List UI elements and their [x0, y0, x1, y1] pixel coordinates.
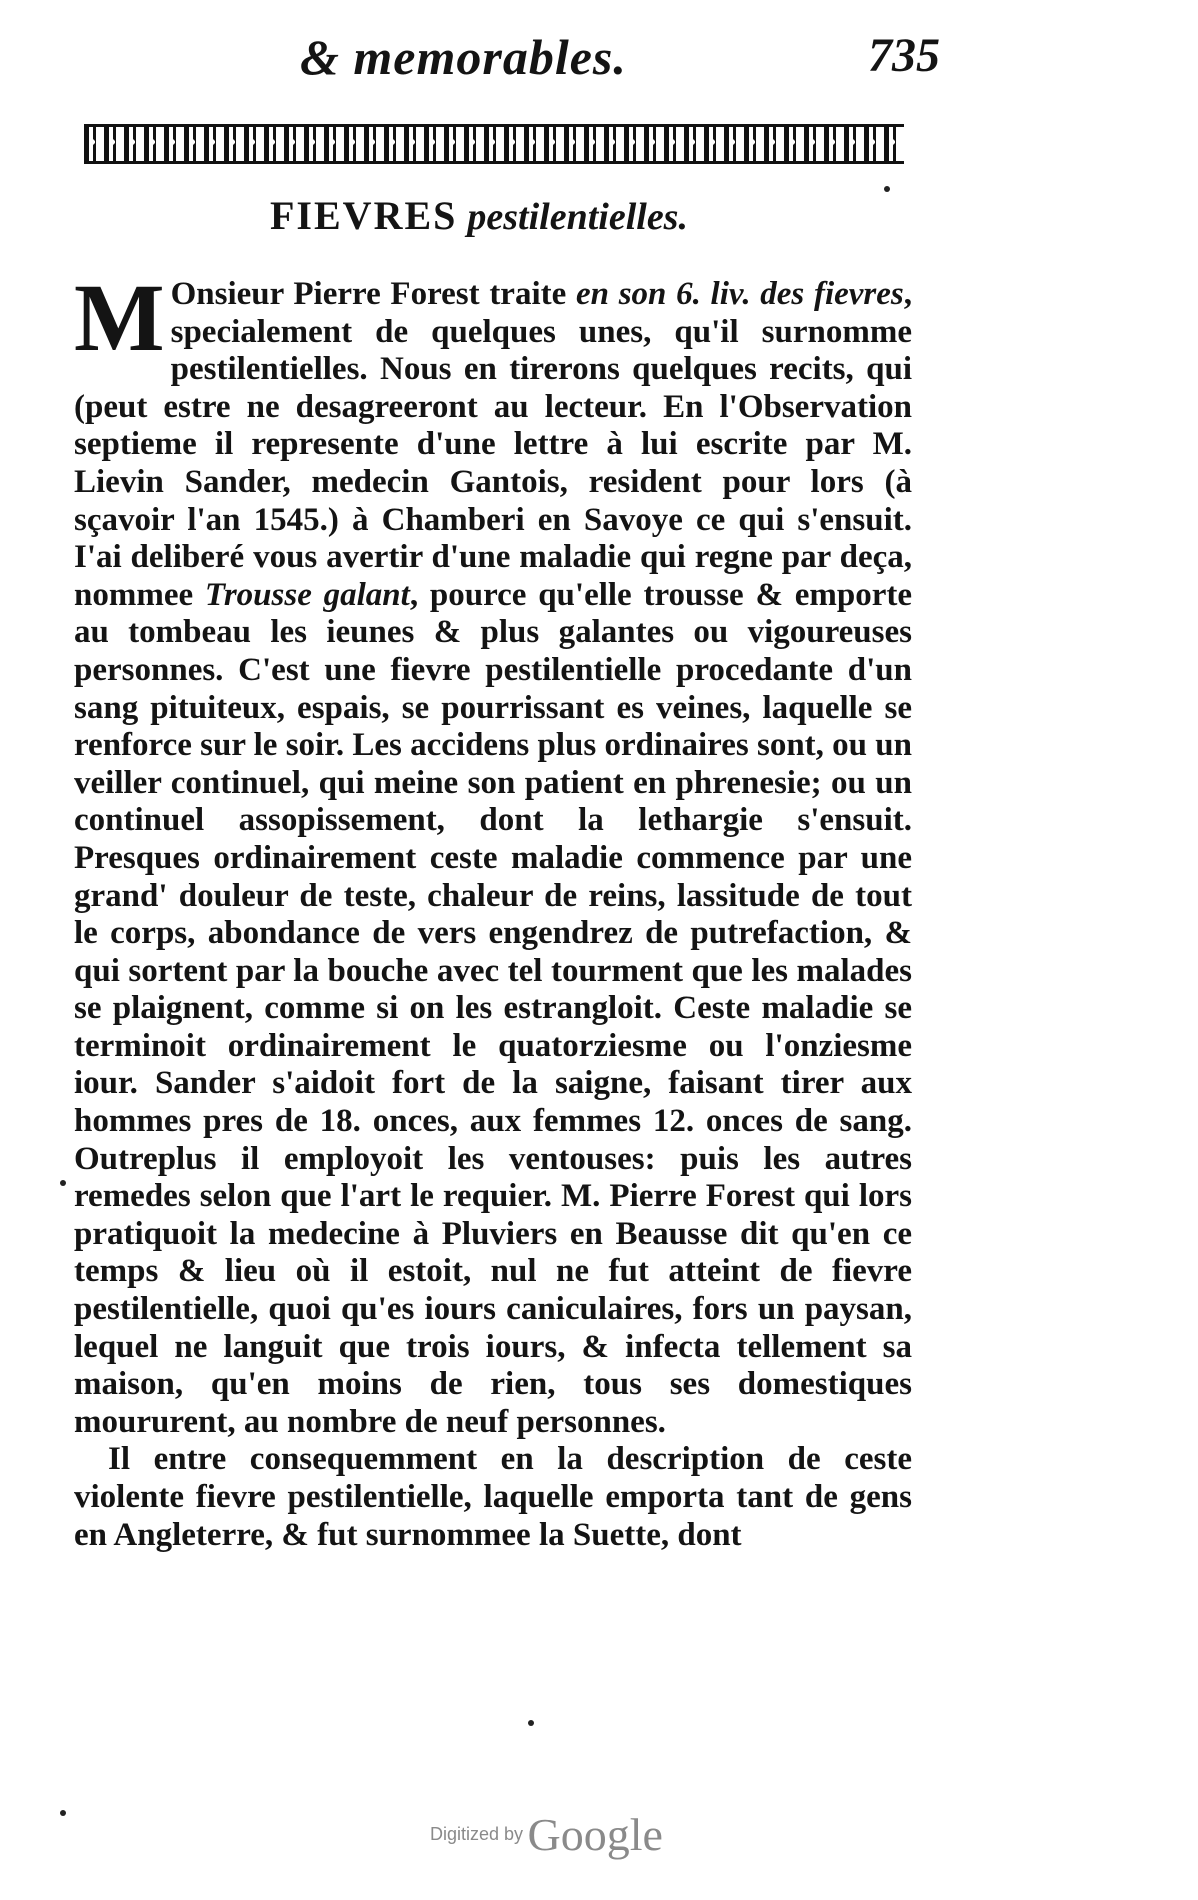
scan-speck	[60, 1180, 66, 1186]
scan-speck	[884, 186, 890, 192]
watermark-prefix: Digitized by	[430, 1824, 524, 1844]
heading-italic: pestilentielles.	[467, 196, 688, 238]
running-title: & memorables.	[300, 29, 627, 85]
ornament-band	[84, 124, 904, 164]
citation: en son 6. liv. des fievres	[575, 276, 904, 312]
page-header	[300, 28, 940, 98]
paragraph-1-rest: , pource qu'elle trousse & emporte au tombeau les ieunes & plus galantes ou vigoureuses personnes. C'est une fievre pestilentielle procedante d'un sang pituiteux, espais, se pourrissant es veines, laquelle se renforce sur le soir. Les accidens plus ordinaires sont, ou un veiller continuel, qui meine son patient en phrenesie; ou un continuel assopissement, dont la lethargie s'ensuit. Presques ordinairement ceste maladie commence par une grand' douleur de teste, chaleur de reins, lassitude de tout le corps, abondance de vers engendrez de putrefaction, & qui sortent par la bouche avec tel tourment que les malades se plaignent, comme si on les estrangloit. Ceste maladie se terminoit ordinairement le quatorziesme ou l'onziesme iour. Sander s'aidoit fort de la saigne, faisant tirer aux hommes pres de 18. onces, aux femmes 12. onces de sang. Outreplus il employoit les ventouses: puis les autres remedes selon que l'art le requier. M. Pierre Forest qui lors pratiquoit la medecine à Pluviers en Beausse dit qu'en ce temps & lieu où il estoit, nul ne fut atteint de fievre pestilentielle, quoi qu'es iours caniculaires, fors un paysan, lequel ne languit que trois iours, & infecta tellement sa maison, qu'en moins de rien, tous ses domestiques moururent, au nombre de neuf personnes.	[74, 576, 912, 1440]
google-logo: Google	[527, 1809, 663, 1860]
disease-name: Trousse galant	[204, 576, 410, 613]
section-heading	[270, 192, 770, 239]
scan-speck	[60, 1810, 66, 1816]
paragraph-1-lead: Onsieur Pierre Forest traite	[170, 276, 576, 312]
scan-speck	[528, 1720, 534, 1726]
drop-cap: M	[74, 264, 165, 371]
body-text	[74, 264, 913, 1554]
page-number: 735	[868, 29, 940, 82]
paragraph-1	[74, 264, 913, 1441]
paragraph-1-body: , specialement de quelques unes, qu'il surnomme pestilentielles. Nous en tirerons quelques recits, qui (peut estre ne desagreeront au lecteur. En l'Observation septieme il represente d'une lettre à lui escrite par M. Lievin Sander, medecin Gantois, resident pour lors (à sçavoir l'an 1545.) à Chamberi en Savoye ce qui s'ensuit. I'ai deliberé vous avertir d'une maladie qui regne par deça, nommee	[74, 276, 913, 613]
paragraph-2: Il entre consequemment en la description de ceste violente fievre pestilentielle, laquelle emporta tant de gens en Angleterre, & fut surnommee la Suette, dont	[74, 1441, 912, 1553]
heading-caps: FIEVRES	[270, 193, 458, 238]
digitized-by-google-watermark	[430, 1808, 663, 1861]
